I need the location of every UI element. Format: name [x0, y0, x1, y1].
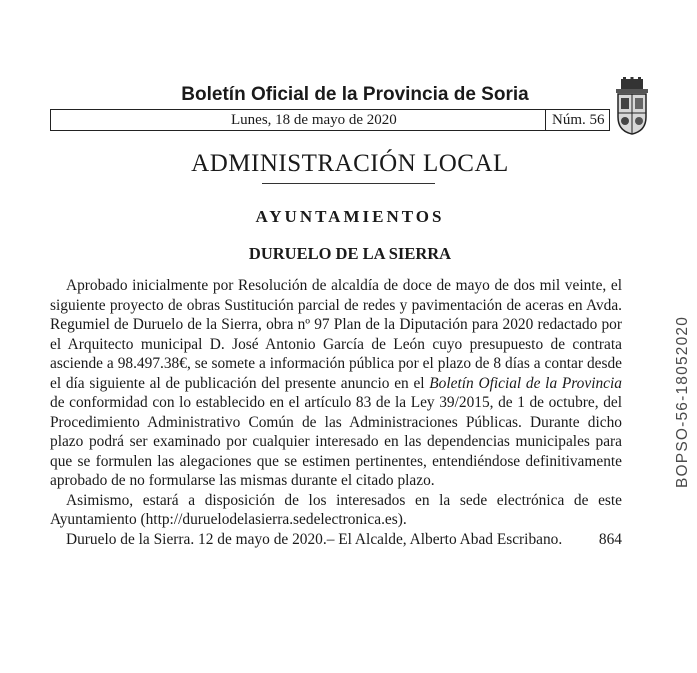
bulletin-reference: Boletín Oficial de la Provincia: [429, 374, 622, 392]
reference-number: 864: [598, 530, 622, 548]
coat-of-arms-icon: [613, 77, 651, 135]
subsection-title: AYUNTAMIENTOS: [255, 207, 445, 226]
signature-line: [50, 530, 622, 550]
paragraph-availability: Asimismo, estará a disposición de los interesados en la sede electrónica de este Ayuntamiento (http://duruelodelasierra.sedelectronica.es).: [50, 491, 622, 528]
municipality-heading: DURUELO DE LA SIERRA: [248, 244, 452, 263]
issue-date: Lunes, 18 de mayo de 2020: [231, 111, 397, 128]
announcement-body: [50, 276, 622, 549]
paragraph-main: Aprobado inicialmente por Resolución de alcaldía de doce de mayo de dos mil veinte, el siguiente proyecto de obras Sustitución parcial de redes y pavimentación de aceras en Avda. Regumiel de Duruelo de la Sierra, obra nº 97 Plan de la Diputación para 2020 redactado por el Arquitecto municipal D. José Antonio García de León cuyo presupuesto de contrata asciende a 98.497.38€, se somete a información pública por el plazo de 8 días a contar desde el día siguiente al de publicación del presente anuncio en el Boletín Oficial de la Provincia de conformidad con lo establecido en el artículo 83 de la Ley 39/2015, de 1 de octubre, del Procedimiento Administrativo Común de las Administraciones Públicas. Durante dicho plazo podrá ser examinado por cualquier interesado en las dependencias municipales para que se formulen las alegaciones que se estimen pertinentes, entendiéndose definitivamente aprobado de no formularse las mismas durante el citado plazo.: [50, 277, 622, 489]
signature-text: Duruelo de la Sierra. 12 de mayo de 2020.– El Alcalde, Alberto Abad Escribano.: [66, 530, 563, 548]
document-code: BOPSO-56-18052020: [674, 315, 691, 488]
issue-number: Núm. 56: [545, 110, 605, 130]
section-title: ADMINISTRACIÓN LOCAL: [191, 150, 509, 177]
bulletin-title: Boletín Oficial de la Provincia de Soria: [181, 84, 529, 105]
issue-info-bar: [50, 109, 610, 131]
section-divider: [262, 183, 435, 184]
